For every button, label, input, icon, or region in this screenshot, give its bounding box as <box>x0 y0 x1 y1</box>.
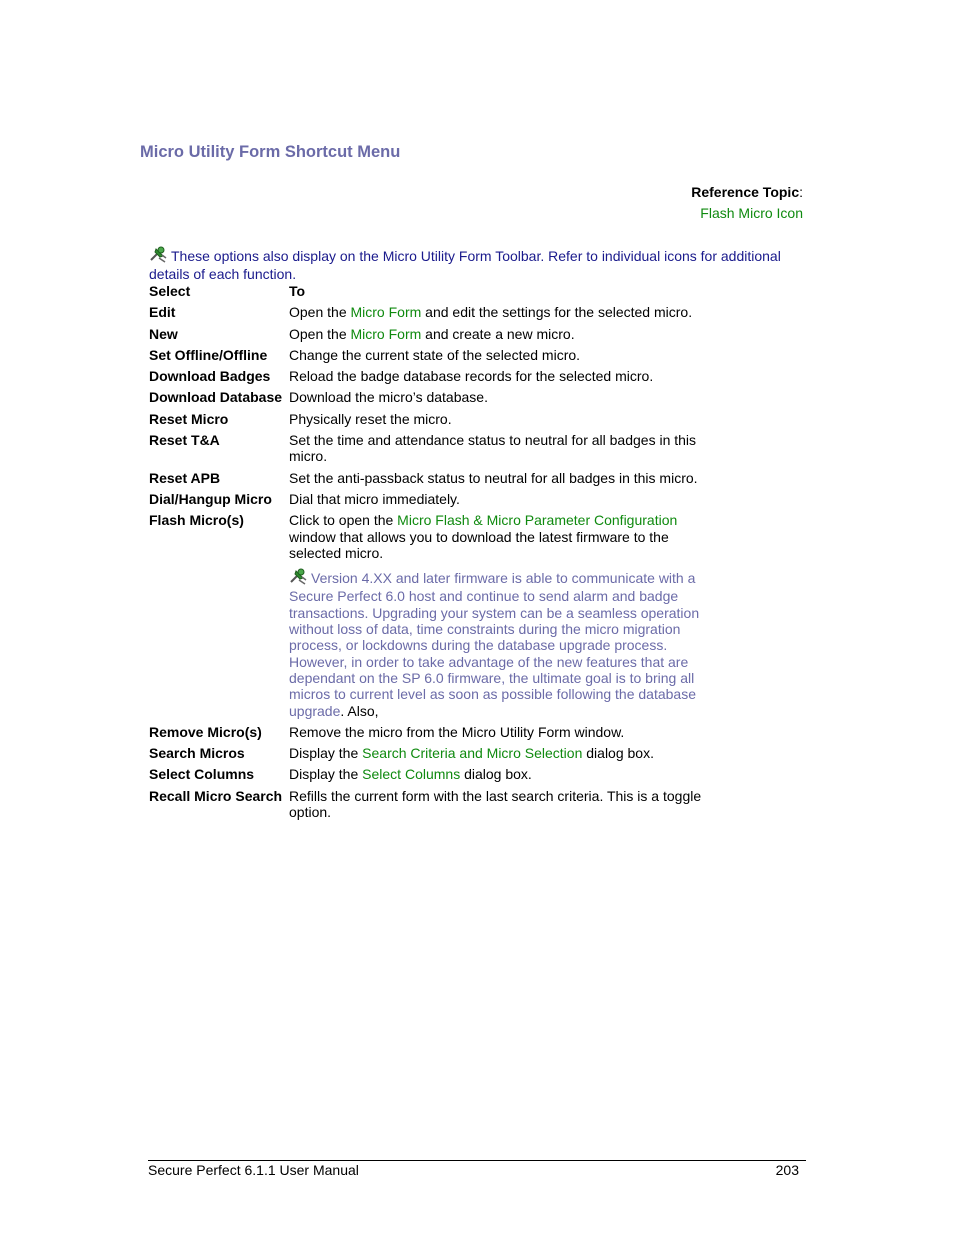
option-name: Flash Micro(s) <box>149 512 244 529</box>
option-name: Select Columns <box>149 766 255 783</box>
description-text: Download the micro’s database. <box>289 389 488 406</box>
table-row <box>149 512 709 724</box>
table-row <box>149 724 709 745</box>
pushpin-note-icon <box>289 568 307 588</box>
option-name: Edit <box>149 304 176 321</box>
option-name: Reset APB <box>149 469 221 486</box>
description-link[interactable]: Micro Form <box>350 325 422 342</box>
description-link[interactable]: Select Columns <box>362 766 461 783</box>
reference-topic-colon: : <box>799 184 803 200</box>
description-text: Dial that micro immediately. <box>289 490 460 507</box>
option-name: Set Offline/Offline <box>149 346 268 363</box>
reference-topic <box>691 182 803 224</box>
intro-note <box>149 246 799 282</box>
description-text-tail: and edit the settings for the selected micro. <box>421 304 693 321</box>
option-name: Search Micros <box>149 745 245 762</box>
description-text-tail: dialog box. <box>460 766 532 783</box>
table-row <box>149 766 709 787</box>
table-row <box>149 470 709 491</box>
description-text: Reload the badge database records for the selected micro. <box>289 368 654 385</box>
option-description <box>289 512 709 724</box>
option-description <box>289 724 709 745</box>
page-title: Micro Utility Form Shortcut Menu <box>140 143 401 161</box>
column-header-select: Select <box>149 283 191 299</box>
option-description <box>289 304 709 325</box>
table-row <box>149 347 709 368</box>
option-name: Remove Micro(s) <box>149 723 262 740</box>
description-text-tail: window that allows you to download the latest firmware to the selected micro. <box>289 528 669 561</box>
description-text: Open the <box>289 304 351 321</box>
description-text-tail: dialog box. <box>582 745 654 762</box>
table-row <box>149 368 709 389</box>
footer-manual-title: Secure Perfect 6.1.1 User Manual <box>148 1162 359 1178</box>
option-name: Download Database <box>149 389 283 406</box>
option-name: Reset Micro <box>149 410 229 427</box>
description-text: Set the time and attendance status to neutral for all badges in this micro. <box>289 432 697 465</box>
firmware-note-text: Version 4.XX and later firmware is able to communicate with a Secure Perfect 6.0 host and continue to send alarm and badge transactions. Upgrading your system can be a seamless operation without loss of data, time constraints during the micro migration process, or lockdowns during the database upgrade process. However, in order to take advantage of the new features that are dependant on the SP 6.0 firmware, the ultimate goal is to bring all micros to current level as soon as possible following the database <box>289 570 700 703</box>
description-text: Set the anti-passback status to neutral for all badges in this micro. <box>289 469 698 486</box>
option-description <box>289 766 709 787</box>
option-name: Dial/Hangup Micro <box>149 490 272 507</box>
option-description <box>289 491 709 512</box>
option-name: New <box>149 325 178 342</box>
footer-divider <box>148 1160 806 1161</box>
footer-page-number: 203 <box>775 1162 799 1178</box>
description-link[interactable]: Micro Form <box>350 304 422 321</box>
option-description <box>289 326 709 347</box>
option-description <box>289 432 709 470</box>
description-text: Click to open the <box>289 512 398 529</box>
description-text: Change the current state of the selected micro. <box>289 346 581 363</box>
description-text: Display the <box>289 745 363 762</box>
upgrade-link[interactable]: upgrade <box>289 702 341 719</box>
option-name: Reset T&A <box>149 432 220 449</box>
table-row <box>149 411 709 432</box>
intro-text: These options also display on the Micro Utility Form Toolbar. Refer to individual icons for additional details of each function. <box>149 248 781 282</box>
firmware-note <box>289 568 709 719</box>
options-table <box>149 283 709 825</box>
table-row <box>149 788 709 826</box>
description-text: Display the <box>289 766 363 783</box>
table-row <box>149 432 709 470</box>
description-text: Refills the current form with the last search criteria. This is a toggle option. <box>289 787 702 821</box>
option-name: Recall Micro Search <box>149 787 283 804</box>
description-text: Remove the micro from the Micro Utility Form window. <box>289 723 625 740</box>
firmware-note-tail: . Also, <box>340 702 379 719</box>
description-text-tail: and create a new micro. <box>421 325 575 342</box>
option-description <box>289 470 709 491</box>
description-text: Physically reset the micro. <box>289 410 452 427</box>
option-description <box>289 411 709 432</box>
table-row <box>149 389 709 410</box>
pushpin-note-icon <box>149 246 167 266</box>
column-header-to: To <box>289 283 306 299</box>
table-row <box>149 491 709 512</box>
option-description <box>289 347 709 368</box>
table-row <box>149 304 709 325</box>
description-link[interactable]: Micro Flash & Micro Parameter Configuration <box>397 512 678 529</box>
description-text: Open the <box>289 325 351 342</box>
option-name: Download Badges <box>149 368 271 385</box>
description-link[interactable]: Search Criteria and Micro Selection <box>362 745 583 762</box>
option-description <box>289 368 709 389</box>
option-description <box>289 745 709 766</box>
option-description <box>289 389 709 410</box>
table-row <box>149 326 709 347</box>
flash-micro-icon-link[interactable]: Flash Micro Icon <box>700 205 803 221</box>
option-description <box>289 788 709 826</box>
table-row <box>149 745 709 766</box>
reference-topic-label: Reference Topic <box>691 184 800 200</box>
